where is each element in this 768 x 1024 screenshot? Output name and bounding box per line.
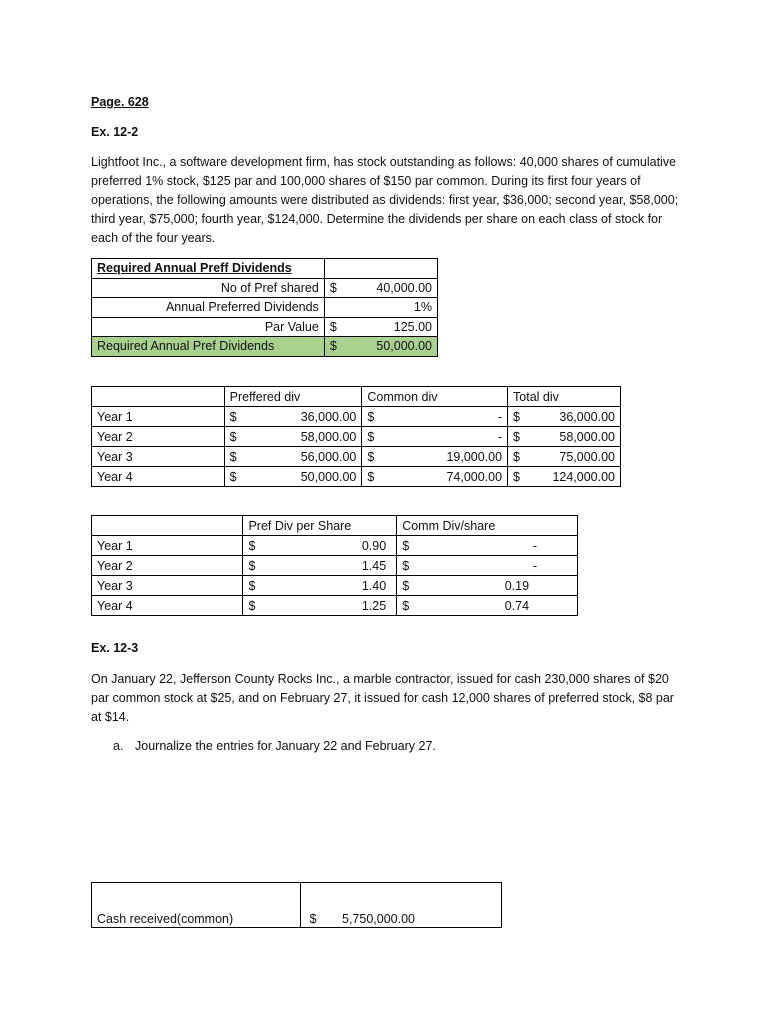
column-header: Preffered div	[224, 387, 362, 407]
table-row: No of Pref shared $ 40,000.00	[92, 278, 438, 298]
table-header-row	[92, 387, 621, 407]
table-header-row	[92, 516, 578, 536]
table-row	[92, 883, 502, 928]
table-row: Year 1 $ 36,000.00 $ - $ 36,000.00	[92, 407, 621, 427]
cash-label: Cash received(common)	[92, 883, 301, 928]
list-item-text: Journalize the entries for January 22 and February 27.	[135, 739, 436, 753]
currency-sign: $	[309, 912, 317, 926]
table-row: Annual Preferred Dividends 1%	[92, 298, 438, 318]
exercise-title-12-3: Ex. 12-3	[91, 641, 139, 655]
dividends-per-share-table	[91, 515, 578, 616]
total-row: Required Annual Pref Dividends $ 50,000.00	[92, 337, 438, 357]
table-row: Year 4 $ 50,000.00 $ 74,000.00 $ 124,000.00	[92, 467, 621, 487]
exercise-text-12-2: Lightfoot Inc., a software development firm, has stock outstanding as follows: 40,000 shares of cumulative preferred 1% stock, $125 par and 100,000 shares of $150 par common. During its first four years of operations, the following amounts were distributed as dividends: first year, $36,000; second year, $58,000; third year, $75,000; fourth year, $124,000. Determine the dividends per share on each class of stock for each of the four years.	[91, 155, 679, 245]
table-row: Year 2 $ 1.45 $ -	[92, 556, 578, 576]
table-row: Year 1 $ 0.90 $ -	[92, 536, 578, 556]
list-item-marker: a.	[113, 739, 124, 753]
column-header: Common div	[362, 387, 508, 407]
table-row: Par Value $ 125.00	[92, 317, 438, 337]
column-header: Comm Div/share	[397, 516, 578, 536]
dividends-table	[91, 386, 621, 487]
table-row: Year 3 $ 1.40 $ 0.19	[92, 576, 578, 596]
page-label: Page. 628	[91, 95, 149, 109]
table-row: Year 3 $ 56,000.00 $ 19,000.00 $ 75,000.00	[92, 447, 621, 467]
cash-received-table	[91, 882, 502, 928]
column-header: Total div	[508, 387, 621, 407]
exercise-title-12-2: Ex. 12-2	[91, 125, 139, 139]
column-header: Pref Div per Share	[243, 516, 397, 536]
cash-value: 5,750,000.00	[342, 912, 415, 926]
table-row: Year 4 $ 1.25 $ 0.74	[92, 596, 578, 616]
table-header: Required Annual Preff Dividends	[92, 259, 325, 279]
exercise-text-12-3: On January 22, Jefferson County Rocks Inc., a marble contractor, issued for cash 230,000 shares of $20 par common stock at $25, and on February 27, it issued for cash 12,000 shares of preferred stock, $8 par at $14.	[91, 672, 674, 724]
required-pref-dividends-table	[91, 258, 438, 357]
table-row: Year 2 $ 58,000.00 $ - $ 58,000.00	[92, 427, 621, 447]
